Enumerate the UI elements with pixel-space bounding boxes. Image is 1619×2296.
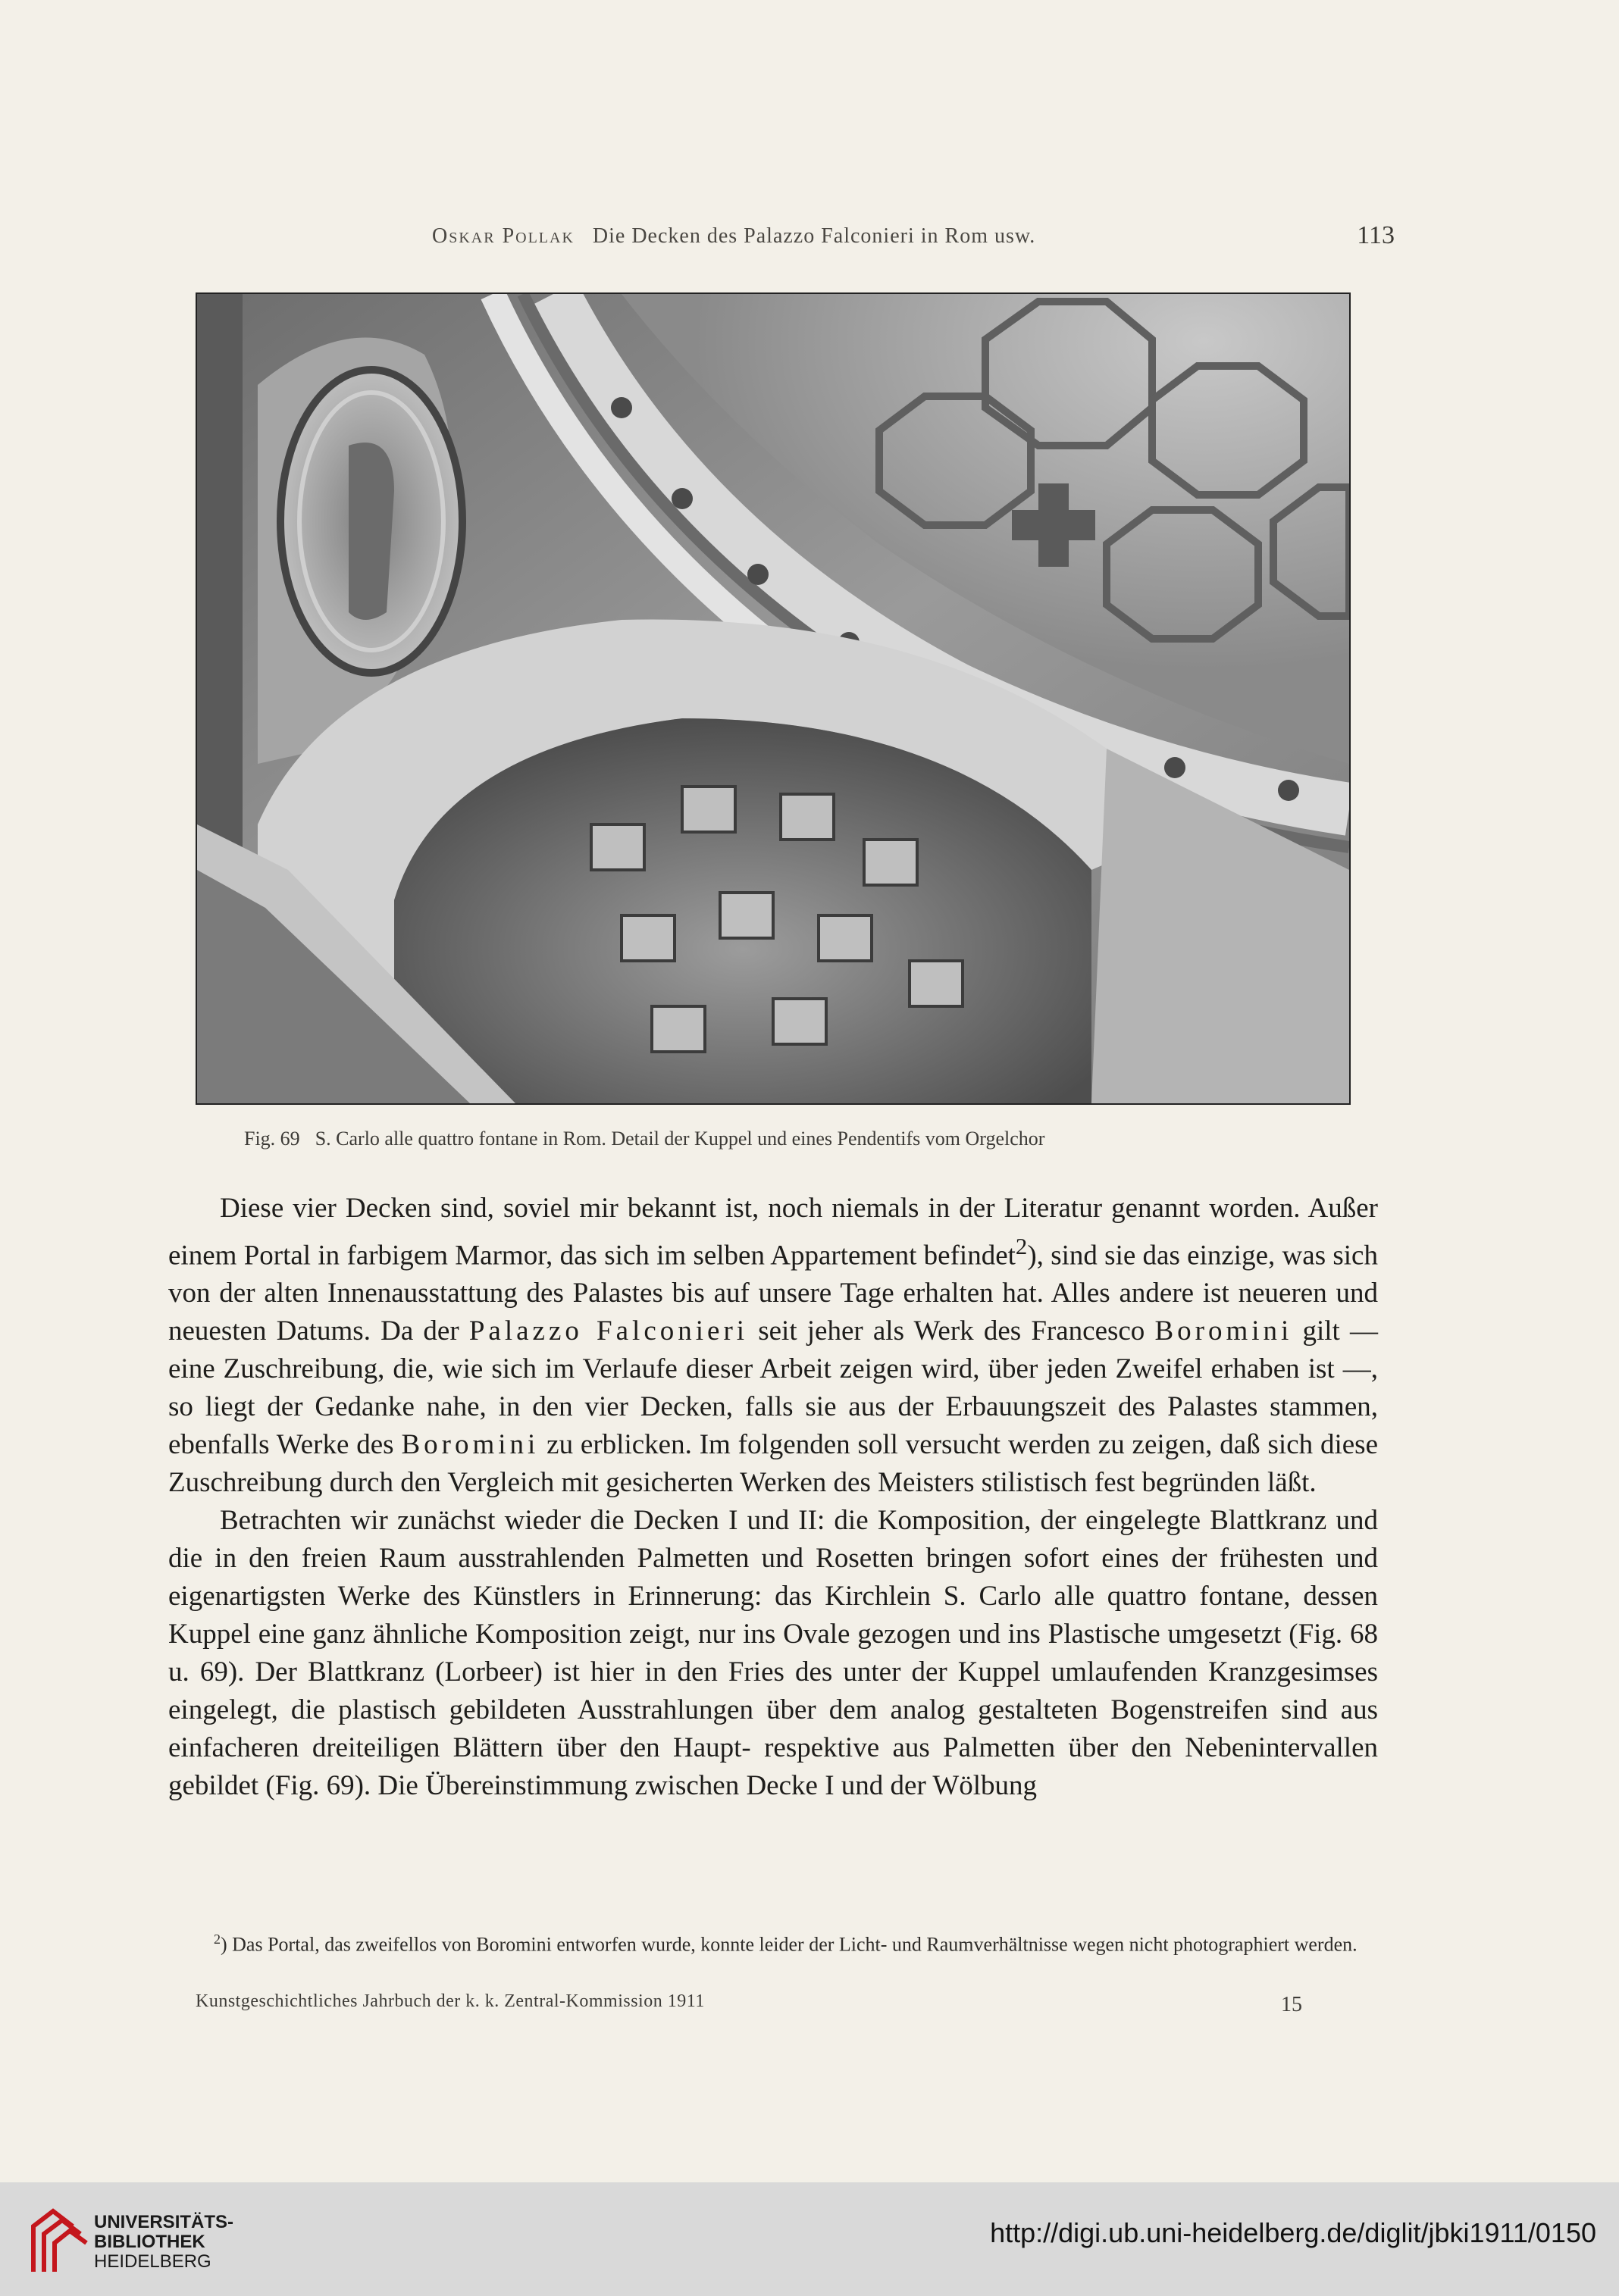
library-name-line-1: UNIVERSITÄTS- bbox=[94, 2212, 234, 2232]
body-text bbox=[168, 1190, 1378, 1805]
library-name bbox=[94, 2213, 233, 2272]
signature-mark: 15 bbox=[1281, 1993, 1302, 2016]
dome-photo-illustration bbox=[197, 294, 1349, 1103]
paragraph-1-part-b: ), sind sie das einzige, was sich von der alten Innenausstattung des Palastes bis auf unsere Tage erhalten hat. Alles andere ist neueren und neuesten Datums. Da der bbox=[168, 1240, 1378, 1347]
permalink-url[interactable]: http://digi.ub.uni-heidelberg.de/diglit/jbki1911/0150 bbox=[990, 2217, 1596, 2248]
footnote-marker: 2 bbox=[214, 1932, 221, 1947]
paragraph-1-part-e: zu erblicken. Im folgenden soll versucht werden zu zeigen, daß sich diese Zuschreibung durch den Vergleich mit gesicherten Werken des Meisters stilistisch fest begründen läßt. bbox=[168, 1429, 1379, 1499]
library-name-line-2: BIBLIOTHEK bbox=[94, 2232, 205, 2252]
figure-photograph bbox=[196, 292, 1351, 1105]
page-number: 113 bbox=[1357, 221, 1395, 249]
emphasis-palazzo: Palazzo Falconieri bbox=[468, 1315, 749, 1347]
paragraph-1-part-d: gilt — eine Zuschreibung, die, wie sich im Verlaufe dieser Arbeit zeigen wird, über jeden Zweifel erhaben ist —, so liegt der Gedanke nahe, in den vier Decken, falls sie aus der Erbauungszeit des Palastes stammen, ebenfalls Werke des bbox=[168, 1315, 1378, 1461]
figure-caption bbox=[244, 1128, 1320, 1150]
figure-caption-text: S. Carlo alle quattro fontane in Rom. Detail der Kuppel und eines Pendentifs vom Orgelchor bbox=[315, 1128, 1045, 1150]
footnote-ref: 2 bbox=[1015, 1234, 1028, 1259]
paragraph-1-part-a: Diese vier Decken sind, soviel mir bekannt ist, noch niemals in der Literatur genannt worden. Außer einem Portal in farbigem Marmor, das sich im selben Appartement befindet bbox=[168, 1193, 1378, 1272]
paragraph-1-part-c: seit jeher als Werk des Francesco bbox=[748, 1315, 1155, 1347]
paragraph-1 bbox=[168, 1190, 1378, 1502]
figure-label: Fig. 69 bbox=[244, 1128, 300, 1150]
library-logo-icon bbox=[23, 2204, 92, 2276]
emphasis-boromini: Boromini bbox=[1154, 1315, 1293, 1347]
running-head bbox=[432, 224, 1395, 255]
emphasis-boromini: Boromini bbox=[401, 1429, 540, 1461]
library-name-line-3: HEIDELBERG bbox=[94, 2251, 211, 2272]
journal-line: Kunstgeschichtliches Jahrbuch der k. k. Zentral-Kommission 1911 bbox=[196, 1991, 705, 2011]
header-author: Oskar Pollak bbox=[432, 224, 575, 248]
footnote-text: ) Das Portal, das zweifellos von Boromini entworfen wurde, konnte leider der Licht- und Raumverhältnisse wegen nicht photographiert werden. bbox=[221, 1933, 1358, 1956]
header-title: Die Decken des Palazzo Falconieri in Rom usw. bbox=[592, 224, 1036, 248]
paragraph-2: Betrachten wir zunächst wieder die Decken I und II: die Komposition, der eingelegte Blattkranz und die in den freien Raum ausstrahlenden Palmetten und Rosetten bringen sofort eines der frühesten und eigenartigsten Werke des Künstlers in Erinnerung: das Kirchlein S. Carlo alle quattro fontane, dessen Kuppel eine ganz ähnliche Komposition zeigt, nur ins Ovale gezogen und ins Plastische umgesetzt (Fig. 68 u. 69). Der Blattkranz (Lorbeer) ist hier in den Fries des unter der Kuppel umlaufenden Kranzgesimses eingelegt, die plastisch gebildeten Ausstrahlungen über dem analog gestalteten Bogenstreifen sind aus einfacheren dreiteiligen Blättern über den Haupt- respektive aus Palmetten über den Nebenintervallen gebildet (Fig. 69). Die Übereinstimmung zwischen Decke I und der Wölbung bbox=[168, 1505, 1378, 1802]
footnote bbox=[168, 1925, 1378, 1960]
